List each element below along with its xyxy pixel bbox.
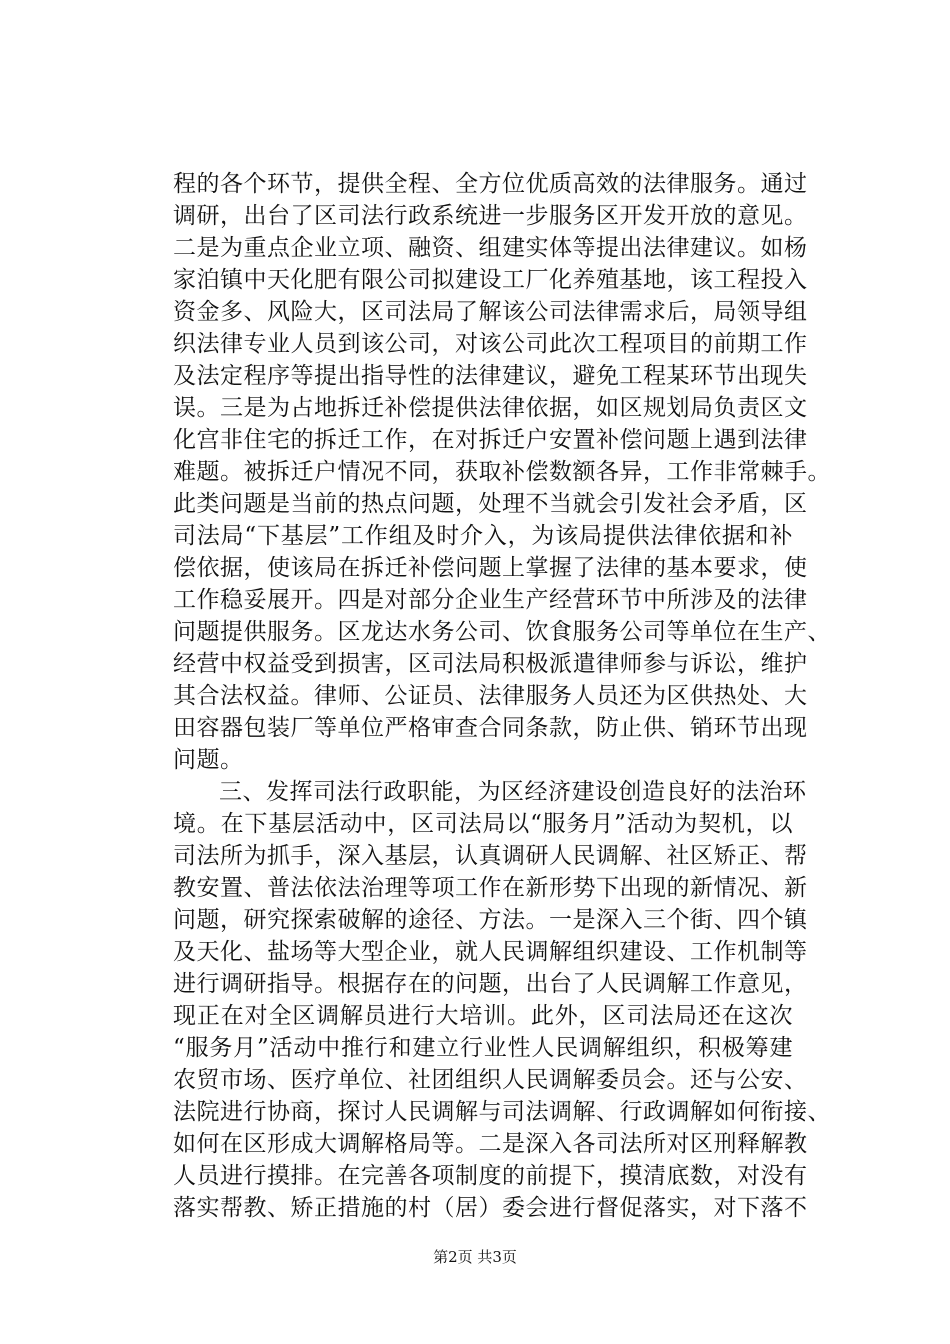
text-line: 程的各个环节，提供全程、全方位优质高效的法律服务。通过	[173, 171, 808, 197]
text-line: 进行调研指导。根据存在的问题，出台了人民调解工作意见，	[173, 971, 808, 997]
text-line: 调研，出台了区司法行政系统进一步服务区开发开放的意见。	[173, 203, 808, 229]
text-line: 及法定程序等提出指导性的法律建议，避免工程某环节出现失	[173, 363, 808, 389]
text-line: 工作稳妥展开。四是对部分企业生产经营环节中所涉及的法律	[173, 587, 808, 613]
text-line: 偿依据，使该局在拆迁补偿问题上掌握了法律的基本要求，使	[173, 555, 808, 581]
section-heading-line: 三、发挥司法行政职能，为区经济建设创造良好的法治环	[219, 779, 807, 805]
text-line: 落实帮教、矫正措施的村（居）委会进行督促落实，对下落不	[173, 1195, 808, 1221]
page-number-footer: 第2页 共3页	[433, 1248, 517, 1266]
text-line: 资金多、风险大，区司法局了解该公司法律需求后，局领导组	[173, 299, 808, 325]
text-line: 化宫非住宅的拆迁工作，在对拆迁户安置补偿问题上遇到法律	[173, 427, 808, 453]
text-line: 人员进行摸排。在完善各项制度的前提下，摸清底数，对没有	[173, 1163, 808, 1189]
text-line: 问题，研究探索破解的途径、方法。一是深入三个街、四个镇	[173, 907, 808, 933]
text-line: 法院进行协商，探讨人民调解与司法调解、行政调解如何衔接、	[173, 1099, 831, 1125]
text-line: 及天化、盐场等大型企业，就人民调解组织建设、工作机制等	[173, 939, 808, 965]
text-line: 此类问题是当前的热点问题，处理不当就会引发社会矛盾，区	[173, 491, 808, 517]
text-line: 现正在对全区调解员进行大培训。此外，区司法局还在这次	[173, 1003, 793, 1029]
text-line: 问题提供服务。区龙达水务公司、饮食服务公司等单位在生产、	[173, 619, 831, 645]
body-text	[173, 168, 831, 1224]
text-line: 教安置、普法依法治理等项工作在新形势下出现的新情况、新	[173, 875, 808, 901]
text-line: 司法局“下基层”工作组及时介入，为该局提供法律依据和补	[173, 523, 793, 549]
text-line: 农贸市场、医疗单位、社团组织人民调解委员会。还与公安、	[173, 1067, 808, 1093]
text-line: 如何在区形成大调解格局等。二是深入各司法所对区刑释解教	[173, 1131, 808, 1157]
text-line: 难题。被拆迁户情况不同，获取补偿数额各异，工作非常棘手。	[173, 459, 831, 485]
text-line: 误。三是为占地拆迁补偿提供法律依据，如区规划局负责区文	[173, 395, 808, 421]
text-line: 二是为重点企业立项、融资、组建实体等提出法律建议。如杨	[173, 235, 808, 261]
text-line: 经营中权益受到损害，区司法局积极派遣律师参与诉讼，维护	[173, 651, 808, 677]
text-line: 家泊镇中天化肥有限公司拟建设工厂化养殖基地，该工程投入	[173, 267, 808, 293]
text-line: 织法律专业人员到该公司，对该公司此次工程项目的前期工作	[173, 331, 808, 357]
text-line: 司法所为抓手，深入基层，认真调研人民调解、社区矫正、帮	[173, 843, 808, 869]
text-line: 问题。	[173, 747, 244, 773]
text-line: 其合法权益。律师、公证员、法律服务人员还为区供热处、大	[173, 683, 808, 709]
text-line: 田容器包装厂等单位严格审查合同条款，防止供、销环节出现	[173, 715, 808, 741]
text-line: “服务月”活动中推行和建立行业性人民调解组织，积极筹建	[173, 1035, 793, 1061]
text-line: 境。在下基层活动中，区司法局以“服务月”活动为契机，以	[173, 811, 793, 837]
